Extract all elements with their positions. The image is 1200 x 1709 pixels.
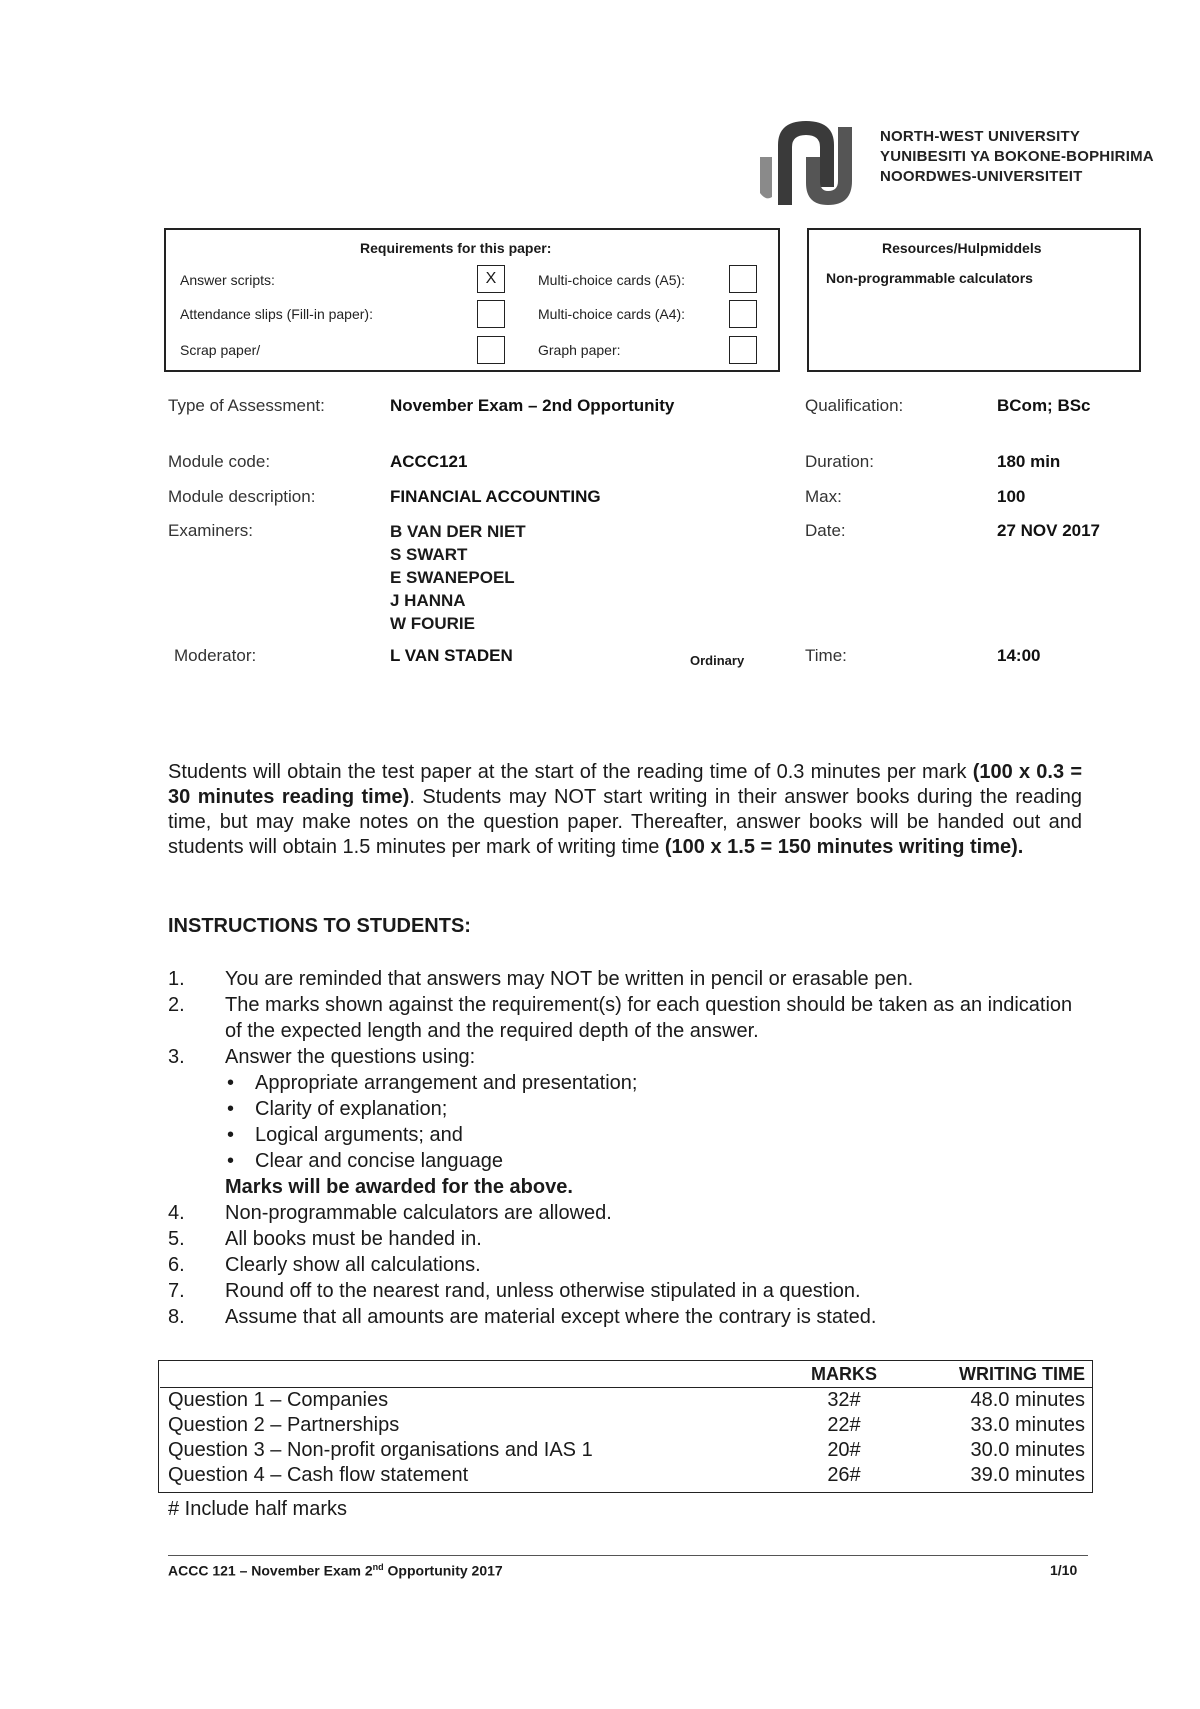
scrap-paper-checkbox[interactable] [477, 336, 505, 364]
max-value: 100 [997, 487, 1026, 506]
item-number: 6. [168, 1254, 185, 1276]
item-text: Answer the questions using: [225, 1046, 476, 1068]
mc-a5-label: Multi-choice cards (A5): [538, 272, 686, 288]
item-text: All books must be handed in. [225, 1228, 482, 1250]
list-item [168, 1174, 1088, 1200]
bullet-item [168, 1096, 1088, 1122]
list-item [168, 1200, 1088, 1226]
question-name: Question 1 – Companies [168, 1389, 389, 1411]
attendance-slips-checkbox[interactable] [477, 300, 505, 328]
assessment-type-value: November Exam – 2nd Opportunity [390, 396, 675, 415]
item-text: Round off to the nearest rand, unless otherwise stipulated in a question. [225, 1280, 861, 1302]
examiner-name: S SWART [390, 545, 468, 564]
footer-title [168, 1562, 503, 1579]
university-name-en: NORTH-WEST UNIVERSITY [880, 128, 1081, 145]
instructions-list [168, 966, 1088, 1330]
intro-bold-reading-time: (100 x 0.3 = 30 minutes reading time) [168, 761, 1082, 808]
moderator-value: L VAN STADEN [390, 646, 513, 665]
question-name: Question 4 – Cash flow statement [168, 1464, 469, 1486]
scrap-paper-label: Scrap paper/ [180, 342, 261, 358]
footer-title-sup: nd [372, 1562, 384, 1572]
module-description-label: Module description: [168, 487, 316, 506]
examiner-name: B VAN DER NIET [390, 522, 526, 541]
intro-text-1: Students will obtain the test paper at the start of the reading time of 0.3 minutes per mark [168, 761, 973, 783]
mc-a4-label: Multi-choice cards (A4): [538, 306, 686, 322]
question-marks: 32# [827, 1389, 861, 1411]
marks-table [160, 1362, 1093, 1488]
question-marks: 22# [827, 1414, 861, 1436]
item-number: 4. [168, 1202, 185, 1224]
moderator-type: Ordinary [690, 653, 745, 668]
list-item [168, 992, 1088, 1044]
question-time: 30.0 minutes [970, 1439, 1085, 1461]
resources-title: Resources/Hulpmiddels [882, 240, 1042, 256]
item-text: The marks shown against the requirement(s) for each question should be taken as an indication of the expected length and the required depth of the answer. [225, 994, 1073, 1042]
date-label: Date: [805, 521, 846, 540]
bullet-icon: • [227, 1150, 235, 1172]
footer-divider [168, 1555, 1088, 1556]
question-name: Question 2 – Partnerships [168, 1414, 400, 1436]
graph-paper-checkbox[interactable] [729, 336, 757, 364]
table-row [160, 1438, 1093, 1463]
examiner-name: E SWANEPOEL [390, 568, 515, 587]
date-value: 27 NOV 2017 [997, 521, 1101, 540]
bullet-icon: • [227, 1098, 235, 1120]
qualification-value: BCom; BSc [997, 396, 1091, 415]
intro-bold-writing-time: (100 x 1.5 = 150 minutes writing time). [664, 836, 1024, 858]
question-name: Question 3 – Non-profit organisations and IAS 1 [168, 1439, 593, 1461]
bullet-item [168, 1070, 1088, 1096]
module-code-value: ACCC121 [390, 452, 468, 471]
mc-a4-checkbox[interactable] [729, 300, 757, 328]
instructions-title: INSTRUCTIONS TO STUDENTS: [168, 915, 471, 937]
list-item [168, 1044, 1088, 1070]
item-number: 7. [168, 1280, 185, 1302]
moderator-label: Moderator: [174, 646, 257, 665]
time-label: Time: [805, 646, 847, 665]
header-question [160, 1362, 771, 1388]
item-text: Clearly show all calculations. [225, 1254, 481, 1276]
bullet-text: Clear and concise language [255, 1150, 503, 1172]
qualification-label: Qualification: [805, 396, 904, 415]
assessment-type-label: Type of Assessment: [168, 396, 325, 415]
bullet-item [168, 1122, 1088, 1148]
list-item [168, 966, 1088, 992]
examiner-name: J HANNA [390, 591, 466, 610]
duration-value: 180 min [997, 452, 1061, 471]
page-number: 1/10 [1050, 1562, 1078, 1578]
half-marks-footnote: # Include half marks [168, 1498, 347, 1520]
item-number: 2. [168, 994, 185, 1016]
duration-label: Duration: [805, 452, 874, 471]
item-number: 5. [168, 1228, 185, 1250]
item-text: Assume that all amounts are material except where the contrary is stated. [225, 1306, 877, 1328]
question-marks: 26# [827, 1464, 861, 1486]
examiners-label: Examiners: [168, 521, 254, 540]
list-item [168, 1252, 1088, 1278]
list-item [168, 1226, 1088, 1252]
item-text: Non-programmable calculators are allowed. [225, 1202, 612, 1224]
examiners-list [390, 520, 526, 635]
university-name-af: NOORDWES-UNIVERSITEIT [880, 168, 1083, 185]
item-text: You are reminded that answers may NOT be written in pencil or erasable pen. [225, 968, 914, 990]
max-label: Max: [805, 487, 842, 506]
intro-text-2: . Students may NOT start writing in their answer books during the reading time, but may make notes on the question paper. Thereafter, answer books will be handed out and students will obtain 1.5 minutes per mark of writing time [168, 786, 1082, 858]
question-marks: 20# [827, 1439, 861, 1461]
bullet-item [168, 1148, 1088, 1174]
header-marks: MARKS [771, 1362, 917, 1388]
question-time: 39.0 minutes [970, 1464, 1085, 1486]
university-logo [758, 117, 878, 207]
examiner-name: W FOURIE [390, 614, 475, 633]
question-time: 33.0 minutes [970, 1414, 1085, 1436]
bullet-icon: • [227, 1124, 235, 1146]
table-row [160, 1463, 1093, 1488]
item-number: 3. [168, 1046, 185, 1068]
answer-scripts-label: Answer scripts: [180, 272, 275, 288]
answer-scripts-checkbox[interactable]: X [477, 265, 505, 293]
module-code-label: Module code: [168, 452, 271, 471]
bullet-icon: • [227, 1072, 235, 1094]
header-writing-time: WRITING TIME [917, 1362, 1093, 1388]
bullet-text: Appropriate arrangement and presentation; [255, 1072, 638, 1094]
list-item [168, 1278, 1088, 1304]
bullet-text: Logical arguments; and [255, 1124, 463, 1146]
table-row [160, 1388, 1093, 1414]
item-number: 8. [168, 1306, 185, 1328]
footer-title-b: Opportunity 2017 [383, 1562, 503, 1579]
resources-item: Non-programmable calculators [826, 270, 1033, 286]
requirements-title: Requirements for this paper: [360, 240, 552, 256]
module-description-value: FINANCIAL ACCOUNTING [390, 487, 601, 506]
university-name-tn: YUNIBESITI YA BOKONE-BOPHIRIMA [880, 148, 1154, 165]
marks-note: Marks will be awarded for the above. [225, 1176, 573, 1198]
mc-a5-checkbox[interactable] [729, 265, 757, 293]
question-time: 48.0 minutes [970, 1389, 1085, 1411]
bullet-text: Clarity of explanation; [255, 1098, 448, 1120]
attendance-slips-label: Attendance slips (Fill-in paper): [180, 306, 373, 322]
table-row [160, 1413, 1093, 1438]
table-header-row [160, 1362, 1093, 1388]
graph-paper-label: Graph paper: [538, 342, 621, 358]
footer-title-a: ACCC 121 – November Exam 2 [168, 1562, 373, 1579]
time-value: 14:00 [997, 646, 1041, 665]
reading-time-paragraph [168, 760, 1082, 860]
item-number: 1. [168, 968, 185, 990]
university-names [880, 127, 1154, 187]
list-item [168, 1304, 1088, 1330]
